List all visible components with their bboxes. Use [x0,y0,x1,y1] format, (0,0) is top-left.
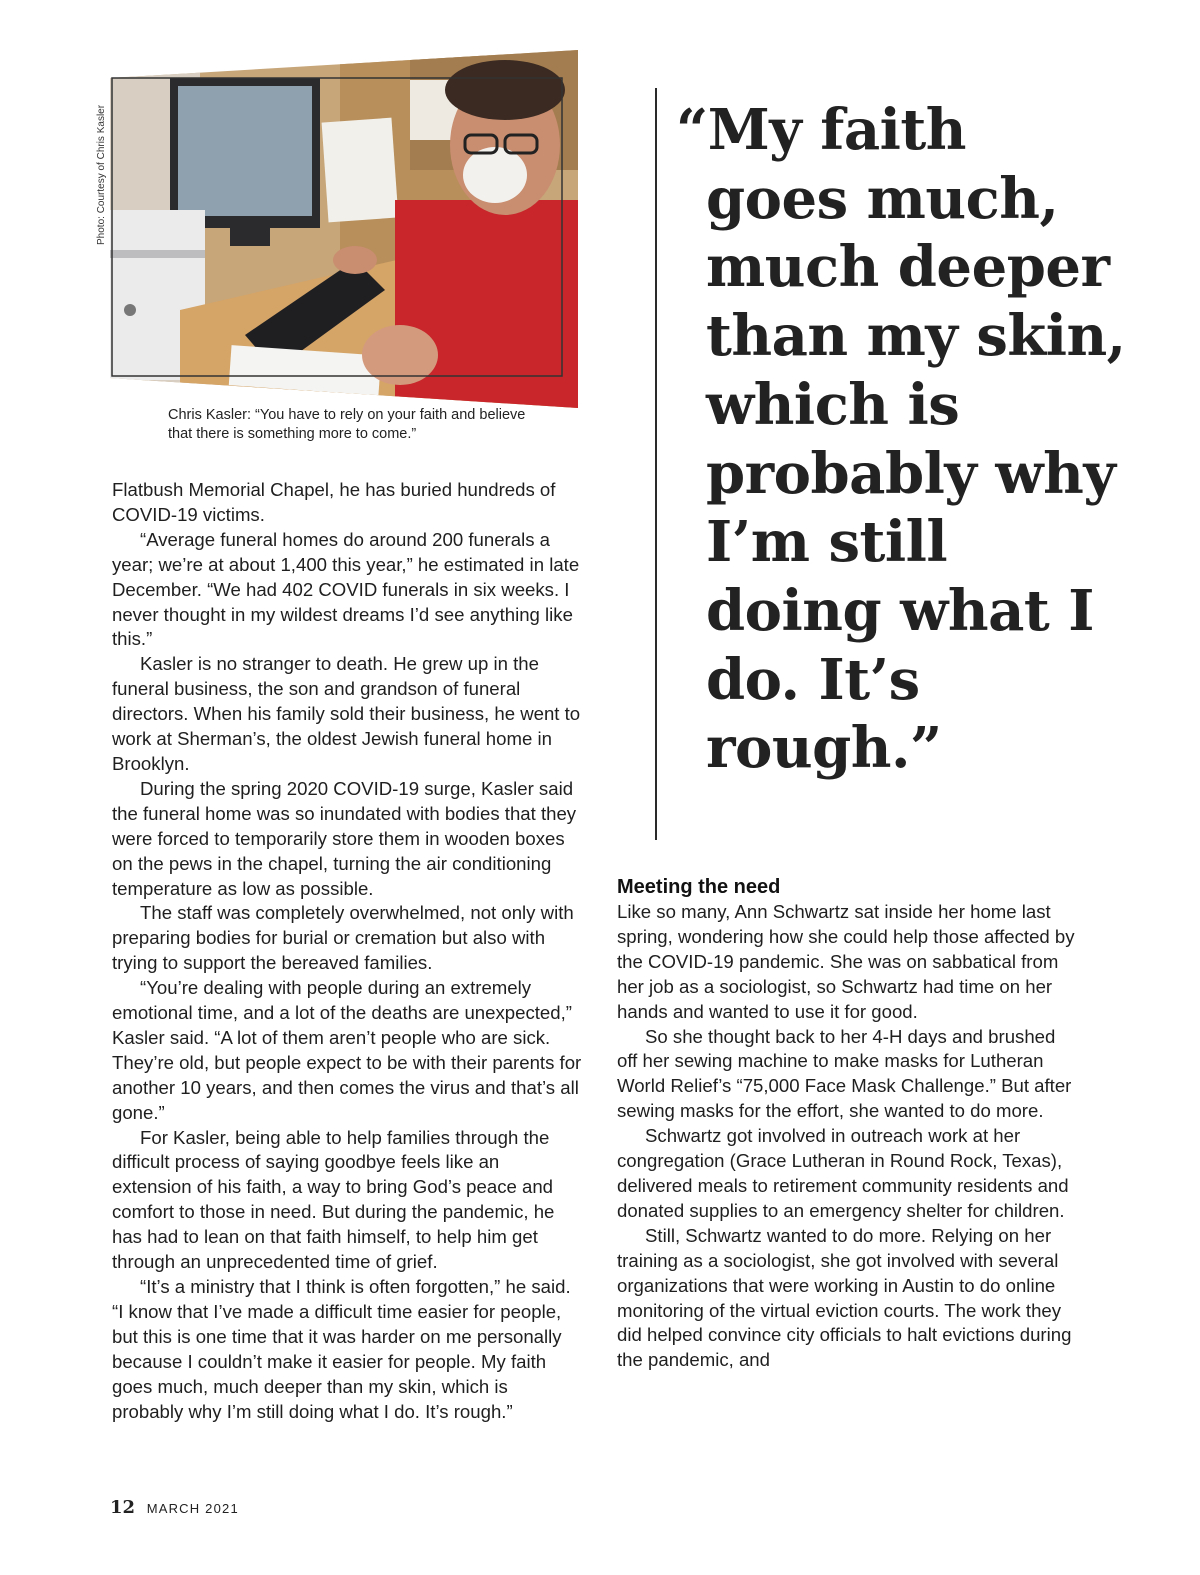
photo-chris-kasler [110,50,580,410]
page-footer [110,1497,239,1518]
body-paragraph: “Average funeral homes do around 200 funerals a year; we’re at about 1,400 this year,” he estimated in late December. “We had 402 COVID funerals in six weeks. I never thought in my wildest dreams I’d see anything like this.” [112,528,580,650]
body-paragraph: Still, Schwartz wanted to do more. Relying on her training as a sociologist, she got involved with several organizations that were working in Austin to do online monitoring of the virtual eviction courts. The work they did helped convince city officials to halt evictions during the pandemic, and [617,1224,1072,1371]
photo-credit: Photo: Courtesy of Chris Kasler [96,104,107,245]
left-column [112,478,582,1424]
pull-quote-rule [655,88,657,840]
body-paragraph: For Kasler, being able to help families through the difficult process of saying goodbye feels like an extension of his faith, a way to bring God’s peace and comfort to those in need. But during the pandemic, he has had to lean on that faith himself, to help him get through an unprecedented time of grief. [112,1126,555,1273]
photo-caption: Chris Kasler: “You have to rely on your faith and believe that there is something more to come.” [168,407,526,442]
issue-date: MARCH 2021 [146,1501,239,1516]
body-paragraph: Like so many, Ann Schwartz sat inside her home last spring, wondering how she could help those affected by the COVID-19 pandemic. She was on sabbatical from her job as a sociologist, so Schwartz had time on her hands and wanted to use it for good. [617,901,1075,1022]
section-heading: Meeting the need [617,876,781,898]
body-paragraph: “It’s a ministry that I think is often forgotten,” he said. “I know that I’ve made a difficult time easier for people, but this is one time that it was harder on me personally because I couldn’t make it easier for people. My faith goes much, much deeper than my skin, which is probably why I’m still doing what I do. It’s rough.” [112,1276,571,1422]
body-paragraph: Flatbush Memorial Chapel, he has buried hundreds of COVID-19 victims. [112,479,556,525]
page-number: 12 [110,1497,136,1518]
body-paragraph: So she thought back to her 4-H days and brushed off her sewing machine to make masks for Lutheran World Relief’s “75,000 Face Mask Challenge.” But after sewing masks for the effort, she wanted to do more. [617,1025,1072,1122]
body-paragraph: Schwartz got involved in outreach work at her congregation (Grace Lutheran in Round Rock, Texas), delivered meals to retirement community residents and donated supplies to an emergency shelter for children. [617,1125,1069,1221]
body-paragraph: Kasler is no stranger to death. He grew up in the funeral business, the son and grandson of funeral directors. When his family sold their business, he went to work at Sherman’s, the oldest Jewish funeral home in Brooklyn. [112,653,581,774]
right-column [617,874,1079,1373]
pull-quote: “My faith goes much, much deeper than my skin, which is probably why I’m still doing what I do. It’s rough.” [676,97,1126,782]
body-paragraph: “You’re dealing with people during an extremely emotional time, and a lot of the deaths are unexpected,” Kasler said. “A lot of them aren’t people who are sick. They’re old, but people expect to be with their parents for another 10 years, and then comes the virus and that’s all gone.” [112,977,582,1123]
body-paragraph: During the spring 2020 COVID-19 surge, Kasler said the funeral home was so inundated with bodies that they were forced to temporarily store them in wooden boxes on the pews in the chapel, turning the air conditioning temperature as low as possible. [112,777,577,899]
body-paragraph: The staff was completely overwhelmed, not only with preparing bodies for burial or cremation but also with trying to support the bereaved families. [112,902,574,974]
